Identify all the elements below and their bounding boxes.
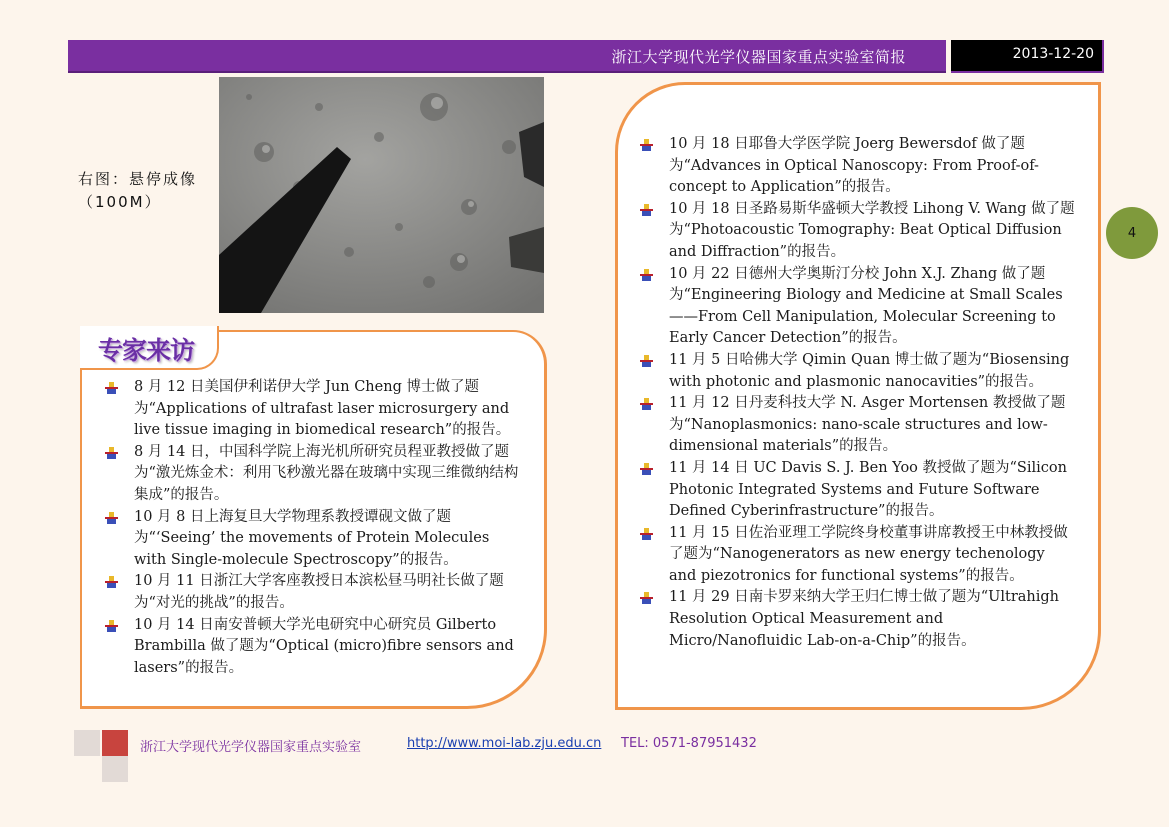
list-item-text: 8 月 14 日，中国科学院上海光机所研究员程亚教授做了题为“激光炼金术：利用飞秒激光器在玻璃中实现三维微纳结构集成”的报告。 [134, 443, 519, 503]
footer-decor-square [102, 756, 128, 782]
visiting-experts-title: 专家来访 [98, 336, 195, 365]
lunar-surface-image [219, 77, 544, 313]
bullet-icon [640, 355, 653, 367]
bullet-icon [640, 204, 653, 216]
bullet-icon [105, 620, 118, 632]
list-item [640, 523, 1076, 588]
bullet-icon [105, 447, 118, 459]
page-number: 4 [1127, 225, 1137, 241]
header-date-box [951, 40, 1104, 73]
newsletter-title: 浙江大学现代光学仪器国家重点实验室简报 [611, 48, 906, 66]
footer-telephone: TEL: 0571-87951432 [621, 736, 757, 751]
footer-decor-square [102, 730, 128, 756]
photo-caption [78, 168, 197, 214]
list-item [105, 507, 525, 572]
list-item [105, 571, 525, 614]
list-item-text: 10 月 14 日南安普顿大学光电研究中心研究员 Gilberto Brambilla 做了题为“Optical (micro)fibre sensors and lasers”的报告。 [134, 616, 514, 676]
list-item [640, 393, 1076, 458]
list-item [105, 442, 525, 507]
issue-date: 2013-12-20 [1012, 46, 1094, 62]
bullet-icon [640, 139, 653, 151]
footer-lab-name: 浙江大学现代光学仪器国家重点实验室 [140, 740, 362, 755]
list-item [105, 377, 525, 442]
bullet-icon [640, 528, 653, 540]
list-item-text: 10 月 8 日上海复旦大学物理系教授谭砚文做了题为“‘Seeing’ the movements of Protein Molecules with Single-molecule Spectroscopy”的报告。 [134, 508, 490, 568]
list-item-text: 11 月 29 日南卡罗来纳大学王归仁博士做了题为“Ultrahigh Resolution Optical Measurement and Micro/Nanofluidic Lab-on-a-Chip”的报告。 [669, 589, 1059, 649]
list-item-text: 10 月 22 日德州大学奥斯汀分校 John X.J. Zhang 做了题为“Engineering Biology and Medicine at Small Scales ——From Cell Manipulation, Molecular Screening to Early Cancer Detection”的报告。 [669, 265, 1063, 347]
list-item [640, 350, 1076, 393]
footer-decor-square [74, 730, 100, 756]
photo-caption-line1: 右图：悬停成像 [78, 170, 198, 188]
visiting-experts-list [105, 377, 525, 679]
bullet-icon [640, 269, 653, 281]
list-item-text: 11 月 15 日佐治亚理工学院终身校董事讲席教授王中林教授做了题为“Nanogenerators as new energy techenology and piezotronics for functional systems”的报告。 [669, 524, 1068, 584]
bullet-icon [640, 592, 653, 604]
list-item-text: 8 月 12 日美国伊利诺伊大学 Jun Cheng 博士做了题为“Applications of ultrafast laser microsurgery and live tissue imaging in biomedical research”的报告。 [134, 379, 511, 439]
list-item [105, 615, 525, 680]
header-bar [68, 40, 946, 73]
photo-caption-line2: （100M） [78, 193, 162, 211]
list-item-text: 10 月 11 日浙江大学客座教授日本滨松昼马明社长做了题为“对光的挑战”的报告。 [134, 573, 504, 611]
list-item [640, 264, 1076, 350]
list-item [640, 199, 1076, 264]
page-number-badge [1106, 207, 1158, 259]
bullet-icon [105, 512, 118, 524]
list-item [640, 134, 1076, 199]
list-item [640, 587, 1076, 652]
list-item-text: 11 月 12 日丹麦科技大学 N. Asger Mortensen 教授做了题为“Nanoplasmonics: nano-scale structures and low-dimensional materials”的报告。 [669, 395, 1066, 455]
talks-list [640, 134, 1076, 652]
bullet-icon [640, 398, 653, 410]
list-item-text: 11 月 5 日哈佛大学 Qimin Quan 博士做了题为“Biosensing with photonic and plasmonic nanocavities”的报告。 [669, 351, 1070, 390]
list-item-text: 11 月 14 日 UC Davis S. J. Ben Yoo 教授做了题为“Silicon Photonic Integrated Systems and Future Software Defined Cyberinfrastructure”的报告。 [669, 459, 1067, 520]
lunar-surface-photo [219, 77, 544, 313]
footer-website-link[interactable]: http://www.moi-lab.zju.edu.cn [407, 736, 602, 751]
bullet-icon [105, 576, 118, 588]
list-item-text: 10 月 18 日耶鲁大学医学院 Joerg Bewersdof 做了题为“Advances in Optical Nanoscopy: From Proof-of-concept to Application”的报告。 [669, 136, 1039, 196]
list-item-text: 10 月 18 日圣路易斯华盛顿大学教授 Lihong V. Wang 做了题为“Photoacoustic Tomography: Beat Optical Diffusion and Diffraction”的报告。 [669, 200, 1075, 260]
list-item [640, 458, 1076, 523]
bullet-icon [105, 382, 118, 394]
bullet-icon [640, 463, 653, 475]
